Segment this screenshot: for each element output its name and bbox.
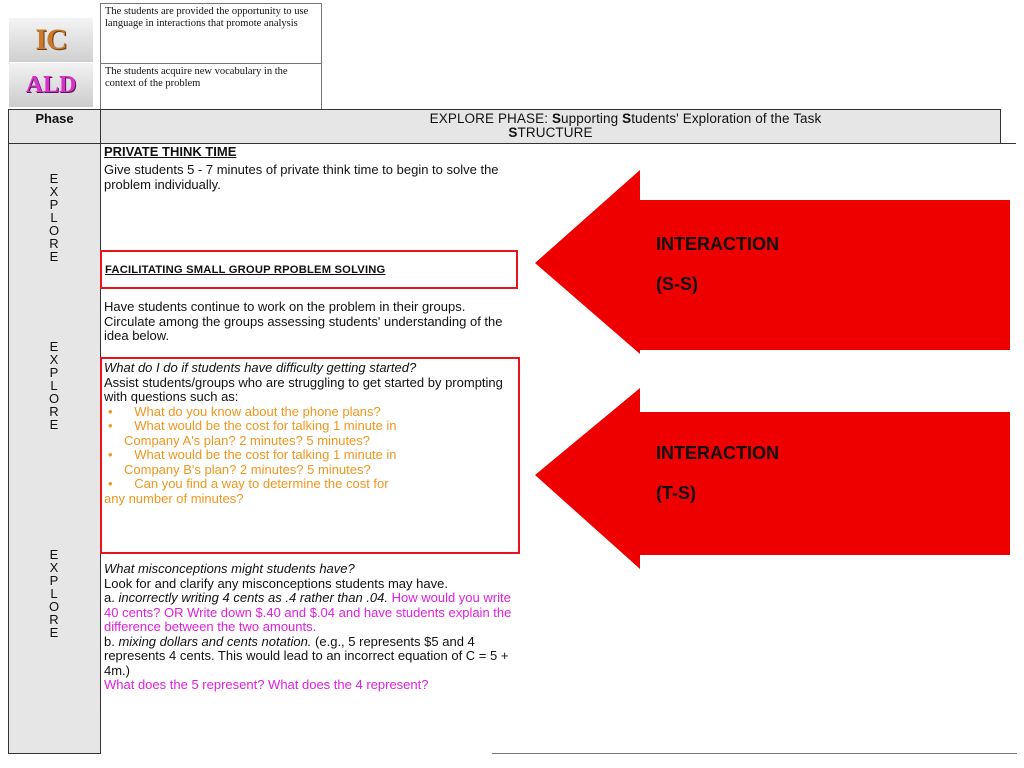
think-time-body: Give students 5 - 7 minutes of private think time to begin to solve the problem individually.	[104, 162, 499, 192]
interaction-label-ts: INTERACTION (T-S)	[656, 443, 779, 503]
explore-letters-1: E X P L O R E	[48, 171, 60, 264]
ic-logo: IC	[9, 18, 93, 62]
misconceptions-body: Look for and clarify any misconceptions students may have.	[104, 575, 448, 591]
misconception-b-question: What does the 5 represent? What does the 4 represent?	[104, 677, 429, 692]
difficulty-body: Assist students/groups who are struggling to get started by prompting with questions such as:	[104, 374, 503, 404]
phase-title: EXPLORE PHASE: Supporting Students' Exploration of the Task	[429, 111, 822, 126]
phase-subtitle: STRUCTURE	[508, 125, 593, 140]
bullet-3: • What would be the cost for talking 1 minute in	[108, 447, 397, 462]
small-group-heading: FACILITATING SMALL GROUP RPOBLEM SOLVING	[105, 264, 386, 276]
misconception-b: b. mixing dollars and cents notation. (e.g., 5 represents $5 and 4 represents 4 cents. This would lead to an incorrect equation of C = 5 + 4m.)	[104, 633, 509, 678]
small-group-body: Have students continue to work on the problem in their groups. Circulate among the groups assessing students' understanding of the idea below.	[104, 299, 503, 343]
legend-text-ic: The students are provided the opportunity to use language in interactions that promote analysis	[105, 6, 309, 29]
difficulty-question: What do I do if students have difficulty getting started?	[104, 360, 417, 375]
bullet-1: • What do you know about the phone plans?	[108, 403, 381, 419]
bullet-2: • What would be the cost for talking 1 minute in	[108, 418, 397, 433]
bullet-4: • Can you find a way to determine the cost for	[108, 476, 389, 491]
difficulty-bullets: • What do you know about the phone plans? • What would be the cost for talking 1 minute in Company A's plan? 2 minutes? 5 minutes? • What would be the cost for talking 1 minute in Company B's plan? 2 minutes? 5 minutes? • Can you find a way to determine the cost for any number of minutes?	[104, 405, 518, 507]
misconception-a: a. incorrectly writing 4 cents as .4 rather than .04. How would you write 40 cents? OR Write down $.40 and $.04 and have students explain the difference between the two amounts.	[104, 590, 512, 634]
phase-label: Phase	[35, 111, 74, 126]
think-time-heading: PRIVATE THINK TIME	[104, 144, 237, 159]
interaction-label-ss: INTERACTION (S-S)	[656, 234, 779, 294]
explore-letters-3: E X P L O R E	[48, 547, 60, 640]
misconceptions-question: What misconceptions might students have?	[104, 561, 355, 576]
legend-text-ald: The students acquire new vocabulary in the context of the problem	[105, 66, 288, 89]
ald-logo: ALD	[9, 63, 93, 107]
explore-letters-2: E X P L O R E	[48, 339, 60, 432]
